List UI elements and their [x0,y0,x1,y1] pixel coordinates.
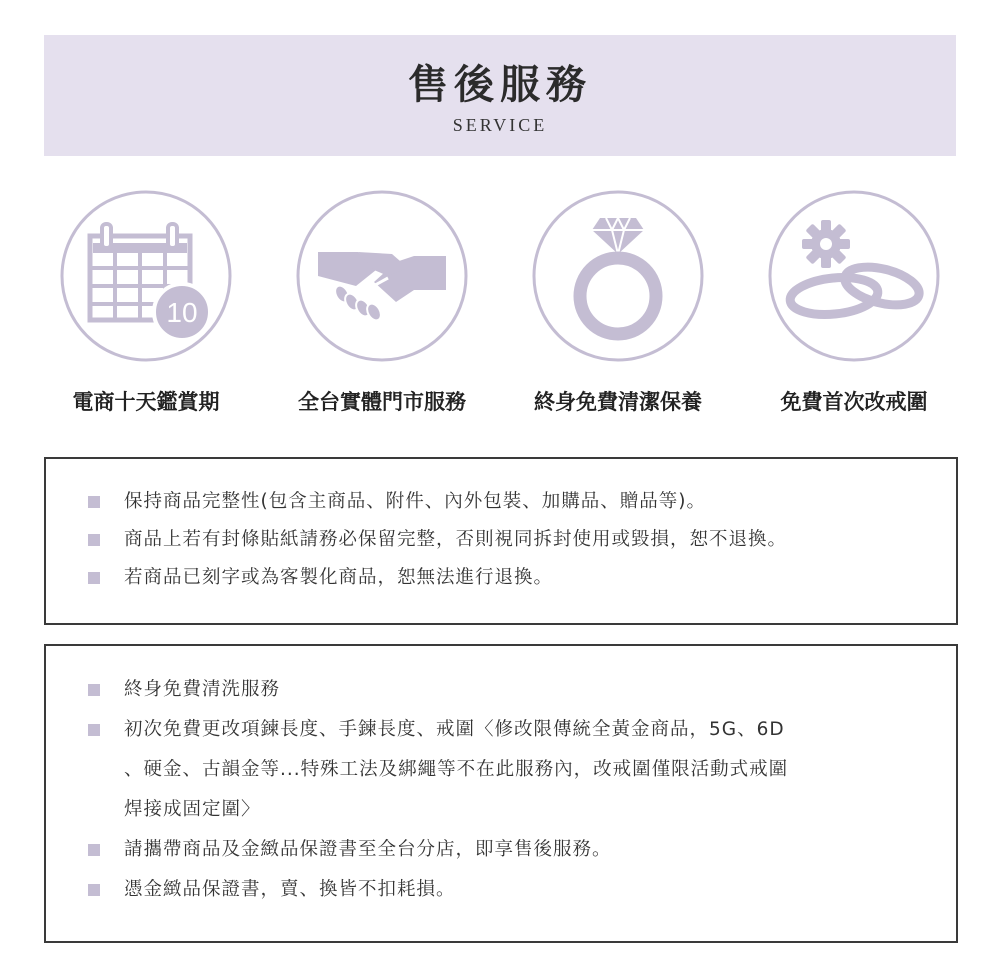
page-title: 售後服務 [408,61,592,108]
list-item: 初次免費更改項鍊長度、手鍊長度、戒圍〈修改限傳統全黃金商品，5G、6D [46,710,956,750]
feature-label: 免費首次改戒圍 [780,390,928,414]
bullet-square-icon [88,844,100,856]
bullet-square-icon [88,534,100,546]
feature-label: 終身免費清潔保養 [534,390,702,414]
feature-label: 全台實體門市服務 [298,390,466,414]
handshake-icon [296,190,468,362]
feature-trial-period [36,190,256,430]
gear-icon [802,220,850,268]
bullet-square-icon [88,572,100,584]
calendar-icon [60,190,232,362]
list-item: 若商品已刻字或為客製化商品，恕無法進行退換。 [46,559,956,597]
list-item: 憑金緻品保證書，賣、換皆不扣耗損。 [46,870,956,910]
feature-lifetime-cleaning [508,190,728,430]
after-sales-service-box [44,644,958,943]
wedding-rings-gear-icon [768,190,940,362]
feature-ring-resize [744,190,964,430]
bullet-square-icon [88,684,100,696]
feature-store-service [272,190,492,430]
list-item-continuation: 焊接成固定圍〉 [124,799,261,820]
page-subtitle: SERVICE [452,115,548,135]
bullet-square-icon [88,496,100,508]
diamond-ring-icon [532,190,704,362]
bullet-square-icon [88,884,100,896]
header-banner [44,35,956,156]
bullet-square-icon [88,724,100,736]
feature-label: 電商十天鑑賞期 [72,390,220,414]
list-item: 保持商品完整性(包含主商品、附件、內外包裝、加購品、贈品等)。 [46,483,956,521]
list-item: 終身免費清洗服務 [46,670,956,710]
list-item: 請攜帶商品及金緻品保證書至全台分店，即享售後服務。 [46,830,956,870]
return-policy-box [44,457,958,625]
calendar-badge: 10 [166,297,198,328]
list-item: 商品上若有封條貼紙請務必保留完整，否則視同拆封使用或毀損，恕不退換。 [46,521,956,559]
list-item-continuation: 、硬金、古韻金等...特殊工法及綁繩等不在此服務內，改戒圍僅限活動式戒圍 [124,759,789,780]
